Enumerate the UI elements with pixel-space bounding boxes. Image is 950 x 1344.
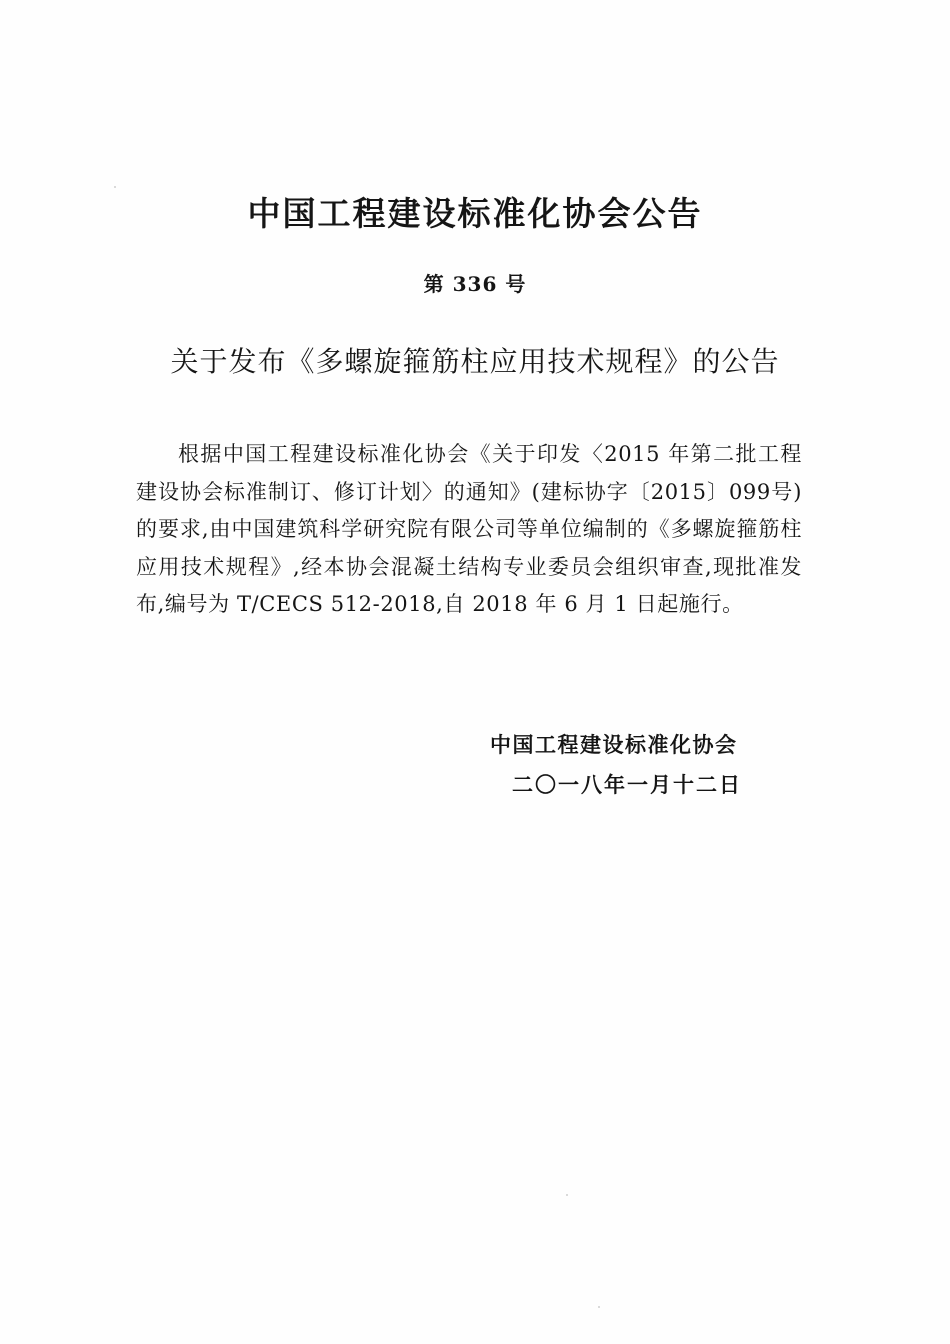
scan-speck bbox=[598, 1306, 600, 1308]
signature-organization: 中国工程建设标准化协会 bbox=[490, 733, 738, 757]
signature-date: 二〇一八年一月十二日 bbox=[512, 773, 742, 797]
announcement-title: 关于发布《多螺旋箍筋柱应用技术规程》的公告 bbox=[170, 345, 780, 378]
scan-speck bbox=[566, 1194, 568, 1196]
announcement-body: 根据中国工程建设标准化协会《关于印发〈2015 年第二批工程建设协会标准制订、修订计划〉的通知》(建标协字〔2015〕099号)的要求,由中国建筑科学研究院有限公司等单位编制的《多螺旋箍筋柱应用技术规程》,经本协会混凝土结构专业委员会组织审查,现批准发布,编号为 T/CECS 512-2018,自 2018 年 6 月 1 日起施行。 bbox=[136, 442, 802, 616]
organization-title: 中国工程建设标准化协会公告 bbox=[247, 194, 703, 233]
scan-speck bbox=[114, 186, 116, 188]
notice-number: 第 336 号 bbox=[423, 272, 527, 296]
signature-block bbox=[490, 730, 820, 800]
